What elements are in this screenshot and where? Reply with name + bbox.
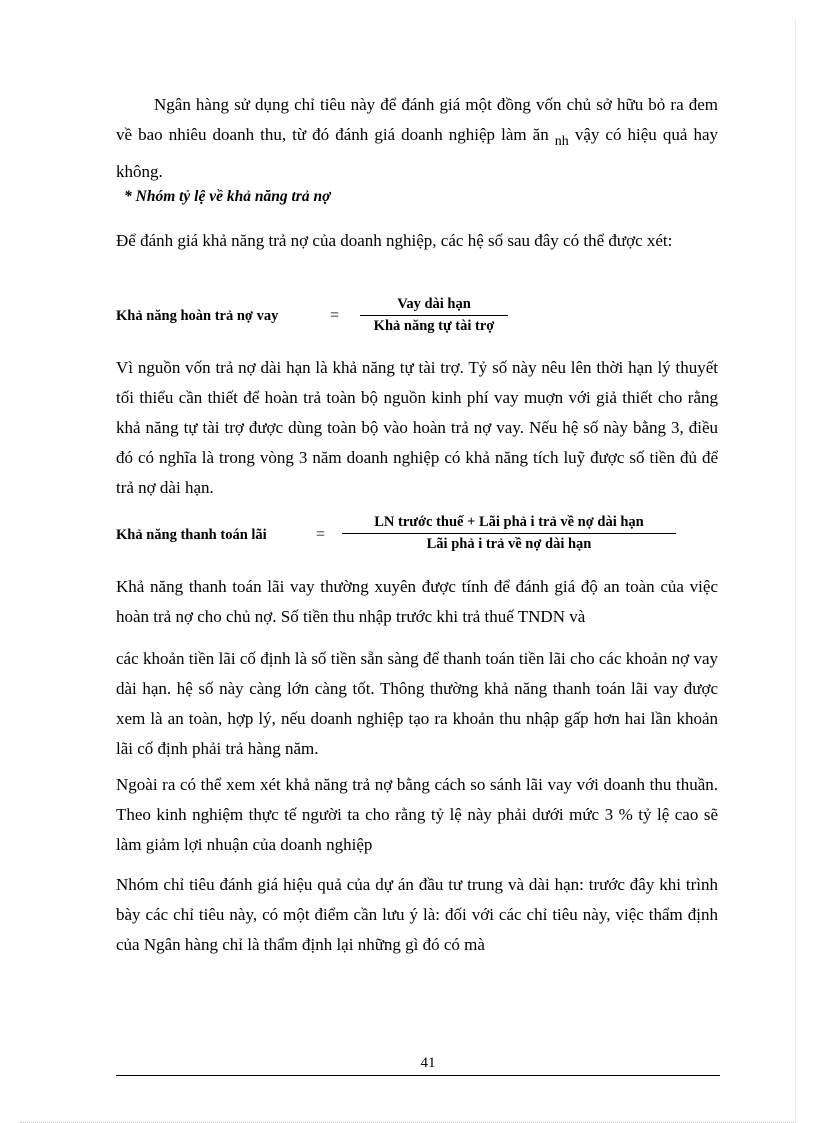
paragraph-intro-debt-ratios: Để đánh giá khả năng trả nợ của doanh nghiệp, các hệ số sau đây có thể được xét: [116,231,673,250]
formula-2-numerator: LN trước thuế + Lãi phả i trả về nợ dài hạn [374,514,644,530]
paragraph-1-text-b: vậy có hiệu quả hay không. [116,125,719,181]
paragraph-interest-coverage-a: Khả năng thanh toán lãi vay thường xuyên được tính để đánh giá độ an toàn của việc hoàn trả nợ cho chủ nợ. Số tiền thu nhập trước khi trả thuế TNDN và [116,577,718,626]
formula-1-numerator: Vay dài hạn [397,296,471,312]
formula-2-denominator: Lãi phả i trả về nợ dài hạn [426,536,592,552]
paragraph-project-indicators: Nhóm chỉ tiêu đánh giá hiệu quả của dự án đầu tư trung và dài hạn: trước đây khi trình bày các chỉ tiêu này, có một điểm cần lưu ý là: đối với các chỉ tiêu này, việc thẩm định của Ngân hàng chỉ là thẩm định lại những gì đó có mà [116,875,718,954]
formula-2-fraction [342,514,676,553]
paragraph-interest-vs-revenue: Ngoài ra có thể xem xét khả năng trả nợ bằng cách so sánh lãi vay với doanh thu thuần. Theo kinh nghiệm thực tế người ta cho rằng tỷ lệ này phải dưới mức 3 % tỷ lệ cao sẽ làm giảm lợi nhuận của doanh nghiệp [116,775,718,854]
paragraph-revenue-on-equity [116,90,718,187]
formula-loan-repayment [116,296,536,344]
paragraph-repayment-explanation: Vì nguồn vốn trả nợ dài hạn là khả năng tự tài trợ. Tỷ số này nêu lên thời hạn lý thuyết tối thiểu cần thiết để hoàn trả toàn bộ nguồn kinh phí vay muợn với giả thiết cho rằng khả năng tự tài trợ được dùng toàn bộ vào hoàn trả nợ vay. Nếu hệ số này bằng 3, điều đó có nghĩa là trong vòng 3 năm doanh nghiệp có khả năng tích luỹ được số tiền đủ để trả nợ dài hạn. [116,358,718,497]
formula-interest-coverage [116,514,696,564]
subscript-nh: nh [554,134,569,149]
section-heading: * Nhóm tỷ lệ về khả năng trả nợ [124,188,331,205]
page-edge-dotted-right [795,20,796,1120]
paragraph-interest-coverage-b: các khoản tiền lãi cố định là số tiền sẵn sàng để thanh toán tiền lãi cho các khoản nợ vay dài hạn. hệ số này càng lớn càng tốt. Thông thường khả năng thanh toán lãi vay được xem là an toàn, hợp lý, nếu doanh nghiệp tạo ra khoản thu nhập gấp hơn hai lần khoản lãi cố định phải trả hàng năm. [116,649,718,758]
footer-rule [116,1075,720,1076]
formula-2-label: Khả năng thanh toán lãi [116,527,267,543]
formula-2-equals: = [316,526,326,543]
formula-1-equals: = [330,307,340,324]
paragraph-1-text-a: Ngân hàng sử dụng chỉ tiêu này để đánh giá một đồng vốn chủ sở hữu bỏ ra đem về bao nhiêu doanh thu, từ đó đánh giá doanh nghiệp làm ăn [116,95,718,144]
page-number: 41 [420,1055,436,1071]
formula-1-label: Khả năng hoàn trả nợ vay [116,308,279,324]
formula-1-denominator: Khả năng tự tài trợ [373,318,495,334]
formula-1-fraction [360,296,508,335]
